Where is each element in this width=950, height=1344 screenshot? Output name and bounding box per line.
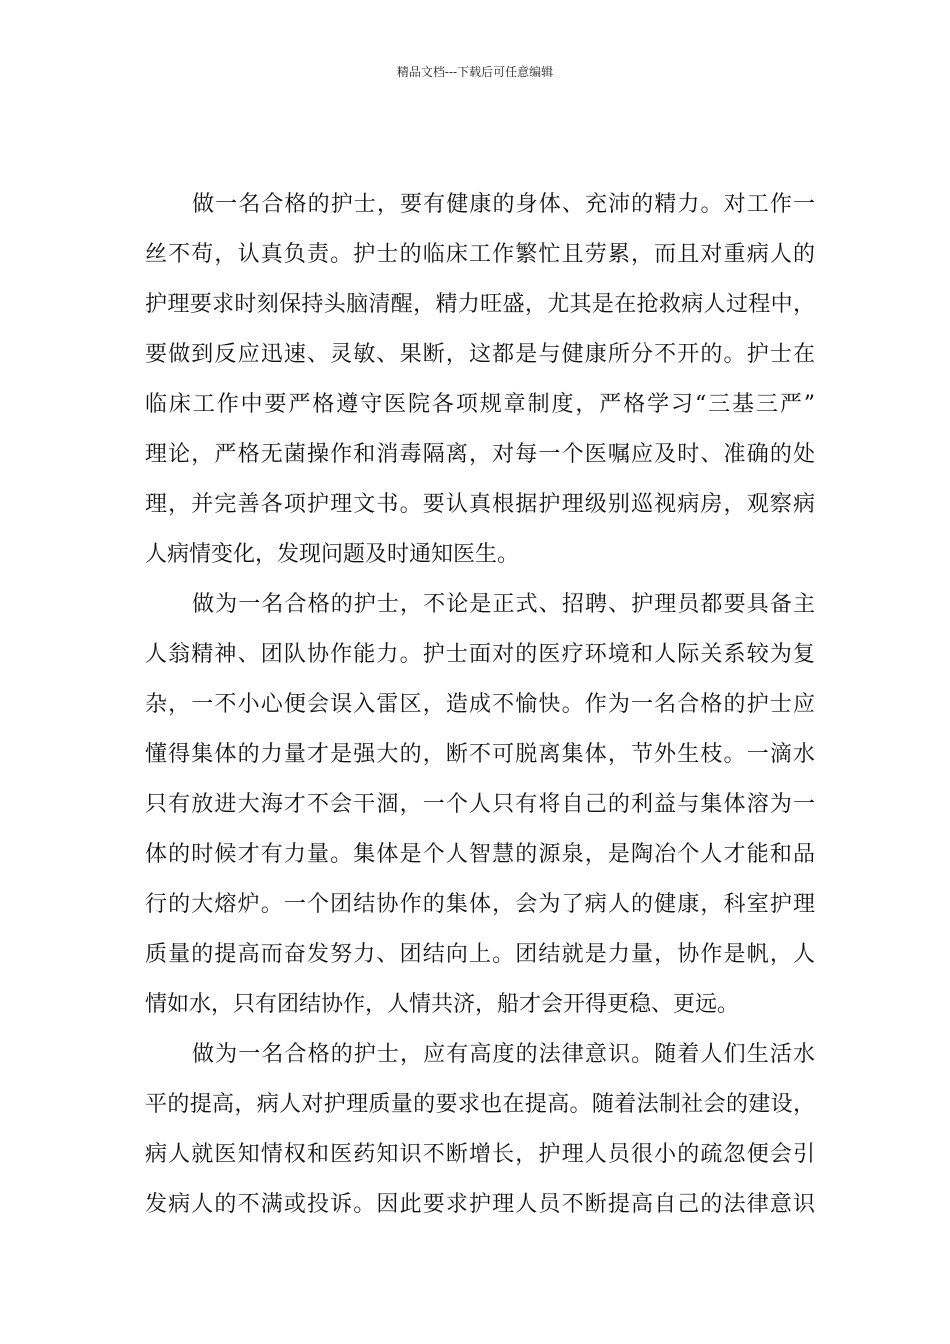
paragraph-2-line: 质量的提高而奋发努力、团结向上。团结就是力量，协作是帆，人 [145,942,815,967]
paragraph-1-line: 做一名合格的护士，要有健康的身体、充沛的精力。对工作一 [192,192,815,217]
paragraph-2-line: 行的大熔炉。一个团结协作的集体，会为了病人的健康，科室护理 [145,892,815,917]
paragraph-1-line: 临床工作中要严格遵守医院各项规章制度，严格学习“三基三严” [145,392,815,417]
paragraph-1-line: 人病情变化，发现问题及时通知医生。 [145,542,520,567]
paragraph-3-line: 做为一名合格的护士，应有高度的法律意识。随着人们生活水 [192,1042,815,1067]
paragraph-2-line: 体的时候才有力量。集体是个人智慧的源泉，是陶冶个人才能和品 [145,842,815,867]
paragraph-1-line: 理，并完善各项护理文书。要认真根据护理级别巡视病房，观察病 [145,492,815,517]
page-header: 精品文档---下载后可任意编辑 [396,65,554,79]
document-body [145,180,815,1230]
paragraph-2-line: 懂得集体的力量才是强大的，断不可脱离集体，节外生枝。一滴水 [145,742,815,767]
paragraph-2-line: 只有放进大海才不会干涸，一个人只有将自己的利益与集体溶为一 [145,792,815,817]
paragraph-2-line: 做为一名合格的护士，不论是正式、招聘、护理员都要具备主 [192,592,815,617]
paragraph-1-line: 要做到反应迅速、灵敏、果断，这都是与健康所分不开的。护士在 [145,342,815,367]
paragraph-3-line: 发病人的不满或投诉。因此要求护理人员不断提高自己的法律意识 [145,1192,815,1217]
paragraph-1-line: 丝不苟，认真负责。护士的临床工作繁忙且劳累，而且对重病人的 [145,242,815,267]
paragraph-2-line: 人翁精神、团队协作能力。护士面对的医疗环境和人际关系较为复 [145,642,815,667]
paragraph-1-line: 护理要求时刻保持头脑清醒，精力旺盛，尤其是在抢救病人过程中， [145,292,815,317]
paragraph-2-line: 情如水，只有团结协作，人情共济，船才会开得更稳、更远。 [145,992,740,1017]
paragraph-2-line: 杂，一不小心便会误入雷区，造成不愉快。作为一名合格的护士应 [145,692,815,717]
paragraph-3-line: 病人就医知情权和医药知识不断增长，护理人员很小的疏忽便会引 [145,1142,815,1167]
paragraph-1-line: 理论，严格无菌操作和消毒隔离，对每一个医嘱应及时、准确的处 [145,442,815,467]
paragraph-3-line: 平的提高，病人对护理质量的要求也在提高。随着法制社会的建设， [145,1092,815,1117]
